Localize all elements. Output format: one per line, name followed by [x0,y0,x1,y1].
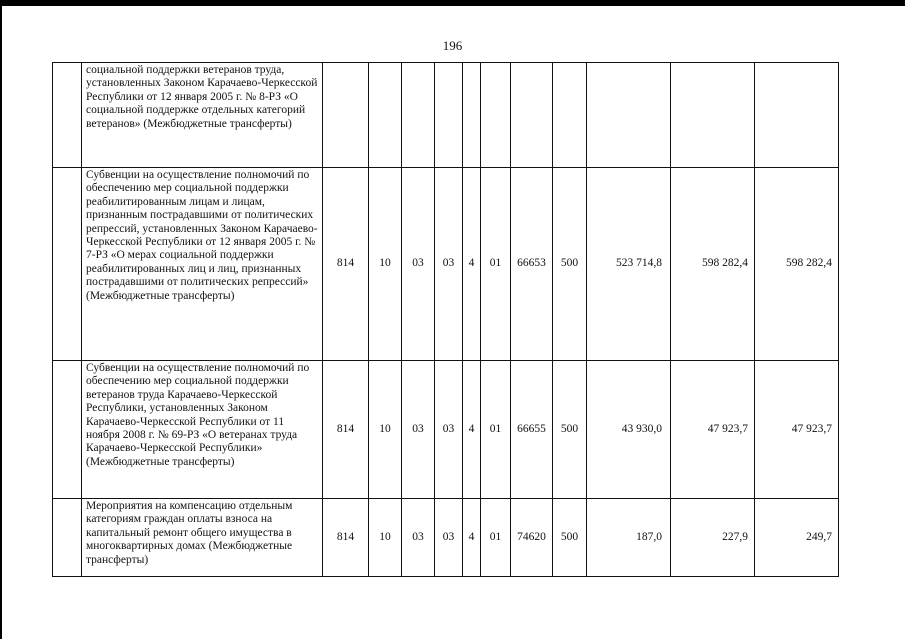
description-cell: Субвенции на осуществление полномочий по обеспечению мер социальной поддержки реабилитированным лицам и лицам, признанным пострадавшими от политических репрессий, установленных Законом Карачаево-Черкесской Республики от 12 января 2005 г. № 7-РЗ «О мерах социальной поддержки реабилитированных лиц и лиц, признанных пострадавшими от политических репрессий» (Межбюджетные трансферты) [82,168,323,361]
row-marker-cell [53,63,82,168]
amount-year1-cell: 43 930,0 [587,361,671,499]
amount-year2-cell: 598 282,4 [671,168,755,361]
subsection-code-cell [402,63,435,168]
description-cell: социальной поддержки ветеранов труда, установленных Законом Карачаево-Черкесской Республики от 12 января 2005 г. № 8-РЗ «О социальной поддержке отдельных категорий ветеранов» (Межбюджетные трансферты) [82,63,323,168]
subprogram-code-cell: 4 [463,499,481,577]
subsection-code-cell: 03 [402,499,435,577]
amount-year2-cell: 227,9 [671,499,755,577]
subprogram-code-cell [463,63,481,168]
direction-code-cell: 66653 [511,168,553,361]
amount-year2-cell: 47 923,7 [671,361,755,499]
section-code-cell: 10 [369,361,402,499]
row-marker-cell [53,499,82,577]
main-event-code-cell: 01 [481,499,511,577]
scan-top-edge [0,0,905,6]
ministry-code-cell: 814 [323,499,369,577]
budget-table [52,62,839,577]
row-marker-cell [53,168,82,361]
ministry-code-cell [323,63,369,168]
description-cell: Мероприятия на компенсацию отдельным категориям граждан оплаты взноса на капитальный ремонт общего имущества в многоквартирных домах (Межбюджетные трансферты) [82,499,323,577]
amount-year3-cell: 47 923,7 [755,361,839,499]
program-code-cell: 03 [435,168,463,361]
expense-type-code-cell: 500 [553,499,587,577]
expense-type-code-cell: 500 [553,168,587,361]
amount-year3-cell: 249,7 [755,499,839,577]
main-event-code-cell: 01 [481,168,511,361]
program-code-cell [435,63,463,168]
main-event-code-cell [481,63,511,168]
subprogram-code-cell: 4 [463,168,481,361]
amount-year1-cell: 187,0 [587,499,671,577]
expense-type-code-cell: 500 [553,361,587,499]
subprogram-code-cell: 4 [463,361,481,499]
section-code-cell: 10 [369,168,402,361]
row-marker-cell [53,361,82,499]
direction-code-cell [511,63,553,168]
expense-type-code-cell [553,63,587,168]
amount-year2-cell [671,63,755,168]
ministry-code-cell: 814 [323,168,369,361]
scan-left-edge [0,0,2,639]
table-row [53,361,839,499]
table-row [53,499,839,577]
subsection-code-cell: 03 [402,168,435,361]
direction-code-cell: 66655 [511,361,553,499]
program-code-cell: 03 [435,361,463,499]
main-event-code-cell: 01 [481,361,511,499]
program-code-cell: 03 [435,499,463,577]
ministry-code-cell: 814 [323,361,369,499]
section-code-cell: 10 [369,499,402,577]
amount-year3-cell [755,63,839,168]
description-cell: Субвенции на осуществление полномочий по обеспечению мер социальной поддержки ветеранов труда Карачаево-Черкесской Республики, установленных Законом Карачаево-Черкесской Республики от 11 ноября 2008 г. № 69-РЗ «О ветеранах труда Карачаево-Черкесской Республики» (Межбюджетные трансферты) [82,361,323,499]
table-row [53,63,839,168]
direction-code-cell: 74620 [511,499,553,577]
section-code-cell [369,63,402,168]
subsection-code-cell: 03 [402,361,435,499]
amount-year3-cell: 598 282,4 [755,168,839,361]
amount-year1-cell: 523 714,8 [587,168,671,361]
table-row [53,168,839,361]
page-number: 196 [442,38,463,53]
amount-year1-cell [587,63,671,168]
